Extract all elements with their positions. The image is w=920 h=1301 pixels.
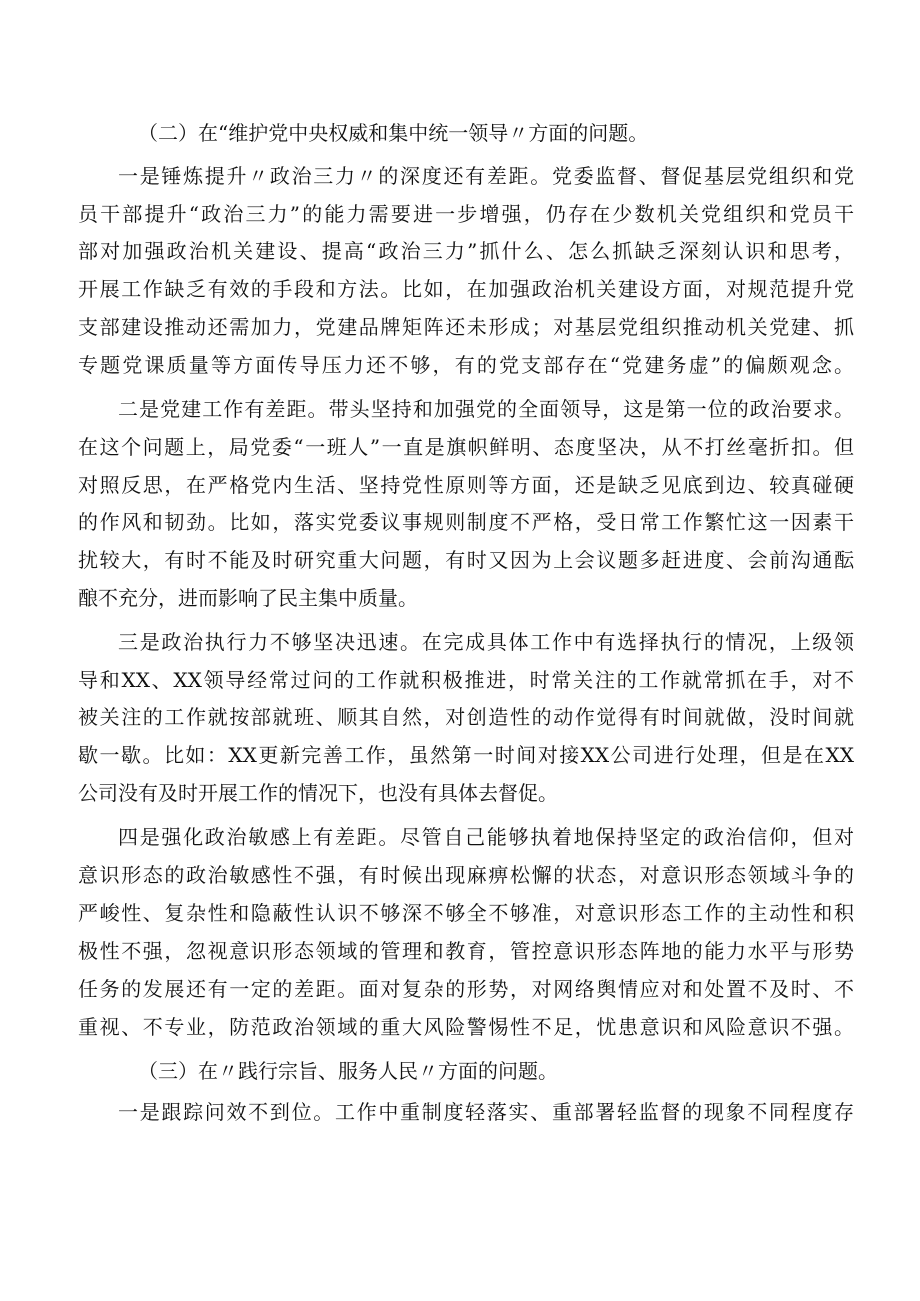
paragraph-line: 任务的发展还有一定的差距。面对复杂的形势，对网络舆情应对和处置不及时、不 [78, 977, 854, 1001]
paragraph-line: 重视、不专业，防范政治领域的重大风险警惕性不足，忧患意识和风险意识不强。 [78, 1015, 854, 1039]
paragraph-line: 酿不充分，进而影响了民主集中质量。 [78, 586, 418, 610]
section-heading-3: （三）在〃践行宗旨、服务人民〃方面的问题。 [138, 1059, 558, 1083]
paragraph-line: 员干部提升“政治三力”的能力需要进一步增强，仍存在少数机关党组织和党员干 [78, 202, 854, 226]
paragraph-line: 在这个问题上，局党委“一班人”一直是旗帜鲜明、态度坚决，从不打丝毫折扣。但 [78, 435, 854, 459]
paragraph-line: 一是跟踪问效不到位。工作中重制度轻落实、重部署轻监督的现象不同程度存 [118, 1100, 854, 1124]
paragraph-line: 一是锤炼提升〃政治三力〃的深度还有差距。党委监督、督促基层党组织和党 [118, 164, 854, 188]
section-heading-2: （二）在“维护党中央权威和集中统一领导〃方面的问题。 [138, 121, 649, 145]
paragraph-line: 被关注的工作就按部就班、顺其自然，对创造性的动作觉得有时间就做，没时间就 [78, 705, 854, 729]
paragraph-line: 公司没有及时开展工作的情况下，也没有具体去督促。 [78, 781, 558, 805]
paragraph-line: 意识形态的政治敏感性不强，有时候出现麻痹松懈的状态，对意识形态领域斗争的 [78, 863, 854, 887]
paragraph-line: 开展工作缺乏有效的手段和方法。比如，在加强政治机关建设方面，对规范提升党 [78, 277, 854, 301]
paragraph-line: 支部建设推动还需加力，党建品牌矩阵还未形成；对基层党组织推动机关党建、抓 [78, 315, 854, 339]
paragraph-line: 歇一歇。比如：XX更新完善工作，虽然第一时间对接XX公司进行处理，但是在XX [78, 743, 854, 767]
paragraph-line: 极性不强，忽视意识形态领域的管理和教育，管控意识形态阵地的能力水平与形势 [78, 939, 854, 963]
paragraph-line: 四是强化政治敏感上有差距。尽管自己能够执着地保持坚定的政治信仰，但对 [118, 825, 854, 849]
paragraph-line: 的作风和韧劲。比如，落实党委议事规则制度不严格，受日常工作繁忙这一因素干 [78, 510, 854, 534]
paragraph-line: 扰较大，有时不能及时研究重大问题，有时又因为上会议题多赶进度、会前沟通酝 [78, 548, 854, 572]
paragraph-line: 导和XX、XX领导经常过问的工作就积极推进，时常关注的工作就常抓在手，对不 [78, 668, 854, 692]
paragraph-line: 二是党建工作有差距。带头坚持和加强党的全面领导，这是第一位的政治要求。 [118, 397, 854, 421]
paragraph-line: 三是政治执行力不够坚决迅速。在完成具体工作中有选择执行的情况，上级领 [118, 630, 854, 654]
paragraph-line: 部对加强政治机关建设、提高“政治三力”抓什么、怎么抓缺乏深刻认识和思考， [78, 239, 854, 263]
paragraph-line: 专题党课质量等方面传导压力还不够，有的党支部存在“党建务虚”的偏颇观念。 [78, 353, 854, 377]
paragraph-line: 对照反思，在严格党内生活、坚持党性原则等方面，还是缺乏见底到边、较真碰硬 [78, 473, 854, 497]
paragraph-line: 严峻性、复杂性和隐蔽性认识不够深不够全不够准，对意识形态工作的主动性和积 [78, 901, 854, 925]
